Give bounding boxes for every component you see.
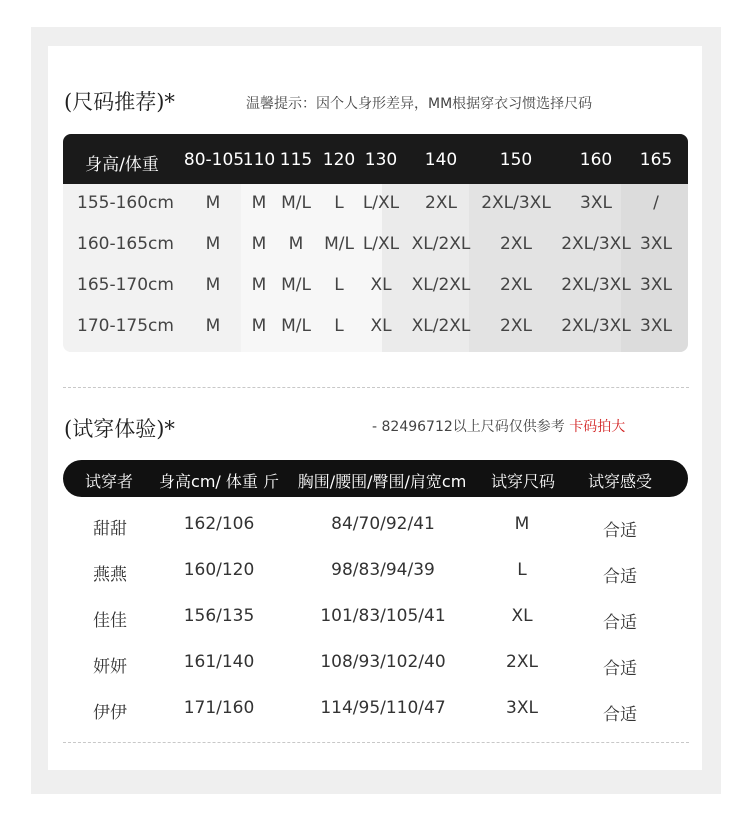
- size-cell: 2XL/3XL: [481, 193, 551, 213]
- tryon-height-weight: 161/140: [183, 652, 255, 672]
- size-cell: M: [251, 193, 267, 213]
- size-cell: M/L: [281, 316, 311, 336]
- tryon-measurements: 101/83/105/41: [320, 606, 446, 626]
- size-cell: XL/2XL: [411, 234, 471, 254]
- tryon-header-feeling: 试穿感受: [587, 472, 653, 491]
- size-row-height: 165-170cm: [77, 275, 174, 295]
- tryon-note-text: - 82496712以上尺码仅供参考: [372, 419, 570, 435]
- size-cell: 2XL: [500, 234, 532, 254]
- tryon-section-title: (试穿体验)*: [64, 417, 175, 441]
- divider-bottom: [63, 742, 689, 743]
- size-cell: 2XL: [425, 193, 457, 213]
- tryon-size: L: [517, 560, 527, 580]
- size-row-height: 170-175cm: [77, 316, 174, 336]
- size-cell: M: [251, 234, 267, 254]
- size-header-weight-3: 115: [279, 150, 313, 170]
- size-cell: 3XL: [640, 316, 672, 336]
- size-cell: M/L: [281, 275, 311, 295]
- size-cell: M: [205, 275, 221, 295]
- tryon-tester: 甜甜: [93, 519, 127, 539]
- tryon-measurements: 98/83/94/39: [331, 560, 435, 580]
- size-header-weight-5: 130: [364, 150, 398, 170]
- tryon-size: XL: [511, 606, 533, 626]
- size-cell: M: [251, 316, 267, 336]
- size-cell: M: [205, 193, 221, 213]
- size-header-weight-4: 120: [322, 150, 356, 170]
- size-section-title: (尺码推荐)*: [64, 90, 175, 114]
- tryon-height-weight: 156/135: [183, 606, 255, 626]
- tryon-header-height-weight: 身高cm/ 体重 斤: [159, 472, 279, 491]
- size-cell: M/L: [281, 193, 311, 213]
- tryon-table-header: [63, 460, 688, 497]
- tryon-feeling: 合适: [603, 659, 637, 679]
- size-cell: M: [205, 234, 221, 254]
- size-cell: 3XL: [640, 275, 672, 295]
- tryon-measurements: 114/95/110/47: [320, 698, 446, 718]
- tryon-height-weight: 171/160: [183, 698, 255, 718]
- tryon-note-highlight: 卡码拍大: [569, 419, 626, 435]
- tryon-height-weight: 160/120: [183, 560, 255, 580]
- tryon-header-size: 试穿尺码: [490, 472, 556, 491]
- size-cell: 3XL: [580, 193, 612, 213]
- size-cell: 2XL/3XL: [561, 316, 631, 336]
- divider-top: [63, 387, 689, 388]
- size-cell: L/XL: [362, 234, 400, 254]
- size-row-height: 155-160cm: [77, 193, 174, 213]
- tryon-feeling: 合适: [603, 567, 637, 587]
- tryon-section-note: [372, 416, 625, 436]
- size-header-weight-7: 150: [499, 150, 533, 170]
- size-header-weight-2: 110: [242, 150, 276, 170]
- size-cell: XL/2XL: [411, 275, 471, 295]
- tryon-measurements: 84/70/92/41: [331, 514, 435, 534]
- tryon-header-tester: 试穿者: [84, 472, 134, 491]
- tryon-size: 3XL: [506, 698, 538, 718]
- size-cell: XL/2XL: [411, 316, 471, 336]
- tryon-feeling: 合适: [603, 705, 637, 725]
- size-header-weight-6: 140: [424, 150, 458, 170]
- tryon-tester: 佳佳: [93, 611, 127, 631]
- size-cell: 2XL/3XL: [561, 234, 631, 254]
- size-table: [63, 134, 688, 352]
- tryon-tester: 伊伊: [93, 703, 127, 723]
- tryon-tester: 妍妍: [93, 657, 127, 677]
- size-header-weight-1: 80-105: [183, 150, 245, 170]
- tryon-feeling: 合适: [603, 613, 637, 633]
- size-header-weight-9: 165: [639, 150, 673, 170]
- tryon-measurements: 108/93/102/40: [320, 652, 446, 672]
- size-cell: L/XL: [362, 193, 400, 213]
- tryon-height-weight: 162/106: [183, 514, 255, 534]
- size-cell: XL: [370, 316, 392, 336]
- size-row-height: 160-165cm: [77, 234, 174, 254]
- size-header-weight-8: 160: [579, 150, 613, 170]
- size-cell: L: [334, 316, 344, 336]
- size-cell: /: [653, 193, 659, 213]
- size-cell: XL: [370, 275, 392, 295]
- size-cell: 2XL: [500, 316, 532, 336]
- size-cell: M/L: [324, 234, 354, 254]
- size-cell: M: [205, 316, 221, 336]
- size-cell: M: [288, 234, 304, 254]
- tryon-tester: 燕燕: [93, 565, 127, 585]
- tryon-size: 2XL: [506, 652, 538, 672]
- tryon-size: M: [514, 514, 530, 534]
- size-cell: 2XL/3XL: [561, 275, 631, 295]
- tryon-header-measurements: 胸围/腰围/臀围/肩宽cm: [297, 472, 467, 491]
- size-section-note: 温馨提示：因个人身形差异，MM根据穿衣习惯选择尺码: [246, 96, 593, 112]
- size-cell: 3XL: [640, 234, 672, 254]
- size-cell: L: [334, 275, 344, 295]
- size-cell: M: [251, 275, 267, 295]
- size-cell: L: [334, 193, 344, 213]
- size-header-height-weight: 身高/体重: [85, 155, 159, 175]
- size-cell: 2XL: [500, 275, 532, 295]
- tryon-feeling: 合适: [603, 521, 637, 541]
